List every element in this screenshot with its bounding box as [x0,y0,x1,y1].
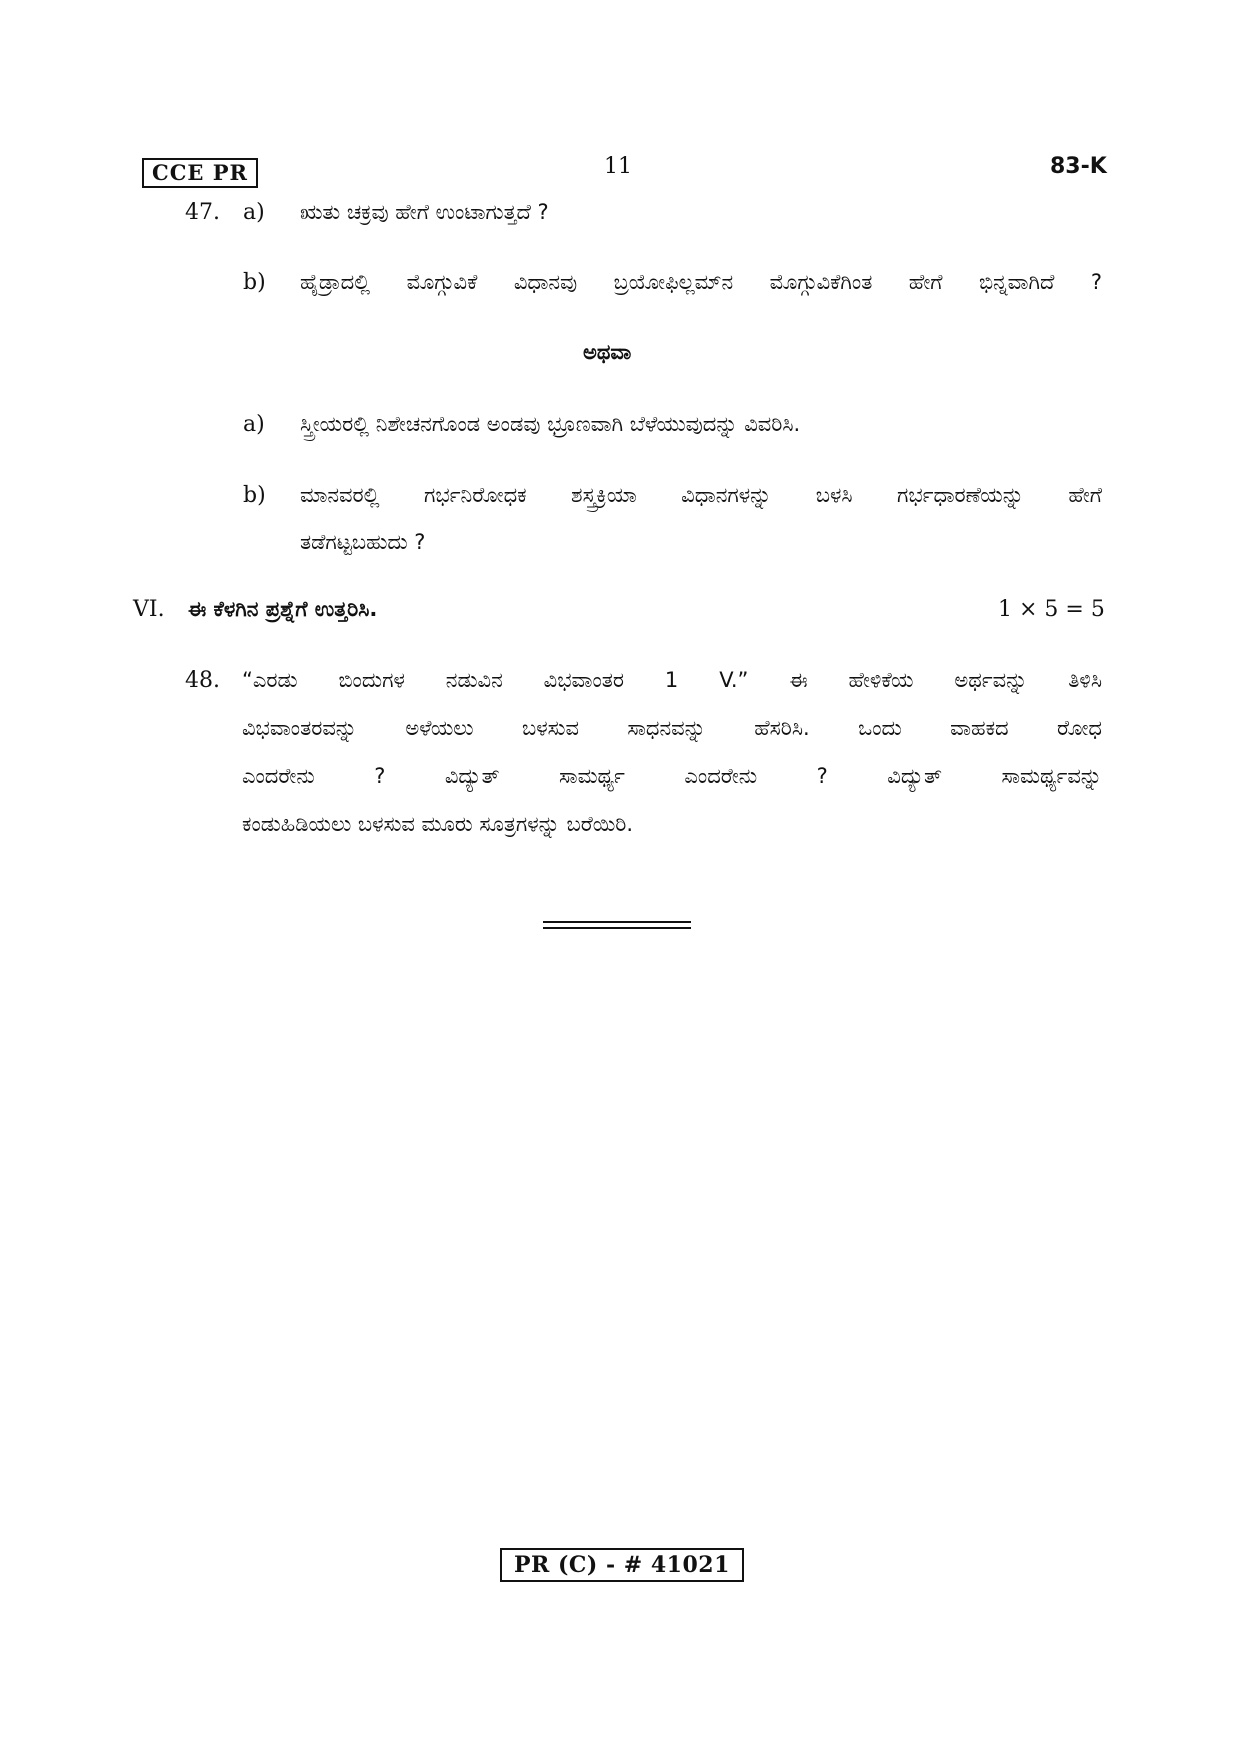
q47-number: 47. [185,200,220,225]
paper-code: 83-K [1050,154,1107,179]
q47-alt-a-label: a) [243,412,265,437]
q47-alt-b-line2: ತಡೆಗಟ್ಟಬಹುದು ? [300,530,426,554]
q47-a-label: a) [243,200,265,225]
q47-alt-b-label: b) [243,483,266,508]
section-instruction: ಈ ಕೆಳಗಿನ ಪ್ರಶ್ನೆಗೆ ಉತ್ತರಿಸಿ. [188,597,378,621]
or-label: ಅಥವಾ [583,340,632,364]
section-marks: 1 × 5 = 5 [998,597,1105,622]
end-rule-bottom [543,927,691,929]
q47-alt-b-line1: ಮಾನವರಲ್ಲಿ ಗರ್ಭನಿರೋಧಕ ಶಸ್ತ್ರಕ್ರಿಯಾ ವಿಧಾನಗಳನ್ನು ಬಳಸಿ ಗರ್ಭಧಾರಣೆಯನ್ನು ಹೇಗೆ [300,483,1102,507]
q47-alt-a-text: ಸ್ತ್ರೀಯರಲ್ಲಿ ನಿಶೇಚನಗೊಂಡ ಅಂಡವು ಭ್ರೂಣವಾಗಿ ಬೆಳೆಯುವುದನ್ನು ವಿವರಿಸಿ. [300,412,801,436]
q48-line4: ಕಂಡುಹಿಡಿಯಲು ಬಳಸುವ ಮೂರು ಸೂತ್ರಗಳನ್ನು ಬರೆಯಿರಿ. [242,812,634,836]
q47-b-text: ಹೈಡ್ರಾದಲ್ಲಿ ಮೊಗ್ಗುವಿಕೆ ವಿಧಾನವು ಬ್ರಯೋಫಿಲ್ಲಮ್‌ನ ಮೊಗ್ಗುವಿಕೆಗಿಂತ ಹೇಗೆ ಭಿನ್ನವಾಗಿದೆ ? [300,270,1102,294]
footer-code-box: PR (C) - # 41021 [500,1548,744,1582]
q48-line3: ಎಂದರೇನು ? ವಿದ್ಯುತ್ ಸಾಮರ್ಥ್ಯ ಎಂದರೇನು ? ವಿದ್ಯುತ್ ಸಾಮರ್ಥ್ಯವನ್ನು [242,764,1102,788]
q48-line2: ವಿಭವಾಂತರವನ್ನು ಅಳೆಯಲು ಬಳಸುವ ಸಾಧನವನ್ನು ಹೆಸರಿಸಿ. ಒಂದು ವಾಹಕದ ರೋಧ [242,716,1102,740]
end-rule-top [543,921,691,923]
section-numeral: VI. [133,597,165,622]
page-number: 11 [604,154,632,179]
q47-a-text: ಋತು ಚಕ್ರವು ಹೇಗೆ ಉಂಟಾಗುತ್ತದೆ ? [300,200,549,224]
q47-b-label: b) [243,270,266,295]
q48-number: 48. [185,668,220,693]
header-code-box: CCE PR [142,158,258,188]
q48-line1: “ಎರಡು ಬಿಂದುಗಳ ನಡುವಿನ ವಿಭವಾಂತರ 1 V.” ಈ ಹೇಳಿಕೆಯ ಅರ್ಥವನ್ನು ತಿಳಿಸಿ [242,668,1102,692]
